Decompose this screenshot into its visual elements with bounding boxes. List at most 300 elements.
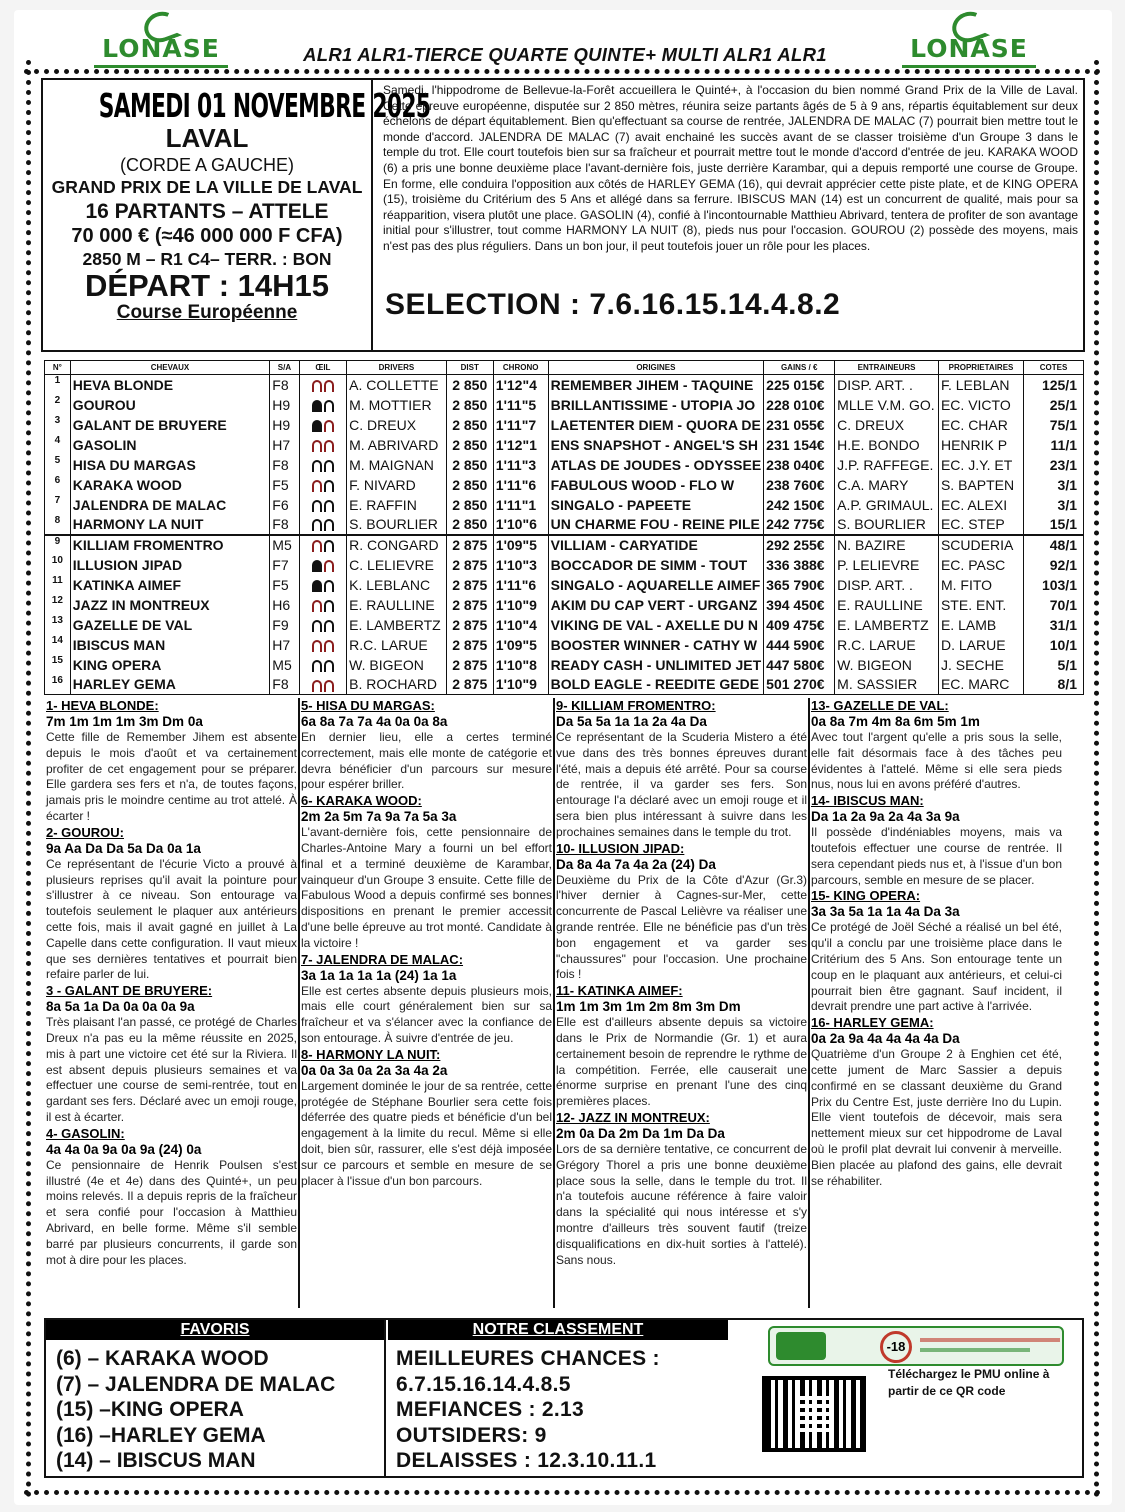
cell-cheval: GOUROU (70, 395, 270, 415)
cell-cote: 25/1 (1024, 395, 1084, 415)
cell-cote: 8/1 (1024, 675, 1084, 695)
race-type: Course Européenne (116, 302, 298, 323)
cell-entraineur: DISP. ART. . (835, 375, 939, 395)
cell-sa: F8 (270, 455, 299, 475)
cell-num: 16 (45, 675, 71, 695)
runner-row (45, 495, 1084, 515)
runner-row (45, 655, 1084, 675)
cell-dist: 2 850 (446, 515, 493, 535)
cell-dist: 2 875 (446, 575, 493, 595)
horseshoe-icon (312, 480, 322, 492)
cell-chrono: 1'09"5 (493, 535, 548, 555)
favorite-item: (14) – IBISCUS MAN (56, 1449, 256, 1472)
performances: 0a 8a 7m 4m 8a 6m 5m 1m (811, 714, 980, 729)
cell-num: 15 (45, 655, 71, 675)
cell-cheval: KARAKA WOOD (70, 475, 270, 495)
cell-num: 7 (45, 495, 71, 515)
cell-sa: H6 (270, 595, 299, 615)
cell-origines: ATLAS DE JOUDES - ODYSSEE (548, 455, 764, 475)
horseshoe-icon (312, 460, 322, 472)
horseshoe-icon (324, 400, 334, 412)
runner-row (45, 575, 1084, 595)
runner-row (45, 535, 1084, 555)
cell-proprietaire: EC. MARC (938, 675, 1023, 695)
right-perforation (1094, 60, 1099, 1498)
cell-chrono: 1'12"4 (493, 375, 548, 395)
cell-cote: 92/1 (1024, 555, 1084, 575)
cell-proprietaire: EC. VICTO (938, 395, 1023, 415)
comment-title: 7- JALENDRA DE MALAC: (301, 951, 464, 967)
comment-text: Ce pensionnaire de Henrik Poulsen s'est illustré (4e et 4e) dans des Quinté+, un peu moins relevés. Il a depuis repris de la fraîcheur et sera confié pour l'occasion à Matthieu Abrivard, en belle forme. Même s'il semble barré par plusieurs concurrents, il garde son mot à dire pour les places. (46, 1157, 297, 1267)
cell-gains: 242 775€ (764, 515, 835, 535)
race-city: LAVAL (165, 123, 249, 153)
cell-driver: E. LAMBERTZ (347, 615, 447, 635)
cell-cheval: HARLEY GEMA (70, 675, 270, 695)
cell-cote: 75/1 (1024, 415, 1084, 435)
performances: 7m 1m 1m 1m 3m Dm 0a (46, 714, 203, 729)
cell-cheval: ILLUSION JIPAD (70, 555, 270, 575)
cell-cheval: KATINKA AIMEF (70, 575, 270, 595)
column-header: CHEVAUX (70, 361, 270, 375)
cell-num: 4 (45, 435, 71, 455)
comment-title: 11- KATINKA AIMEF: (556, 983, 683, 999)
comment-text: Cette fille de Remember Jihem est absente depuis le mois d'août et va certainement profiter de cet engagement pour se préparer. Elle gardera ses fers et n'a, de toutes façons, jamais pris le moindre centime au trot attelé. À écarter ! (46, 730, 297, 823)
cell-driver: C. LELIEVRE (347, 555, 447, 575)
horseshoe-icon (312, 680, 322, 692)
pmu-responsible-gaming-banner (768, 1326, 1064, 1366)
cell-chrono: 1'10"8 (493, 655, 548, 675)
cell-entraineur: C.A. MARY (835, 475, 939, 495)
performances: 4a 4a 0a 9a 0a 9a (24) 0a (46, 1141, 202, 1157)
cell-cheval: HARMONY LA NUIT (70, 515, 270, 535)
distance-terrain: 2850 M – R1 C4– TERR. : BON (82, 249, 332, 269)
horseshoe-icons (299, 515, 347, 535)
delaisses: DELAISSES : 12.3.10.11.1 (396, 1449, 657, 1472)
column-header: ENTRAINEURS (835, 361, 939, 375)
horseshoe-icon (312, 620, 322, 632)
performances: 1m 1m 3m 1m 2m 8m 3m Dm (556, 999, 741, 1015)
cell-num: 14 (45, 635, 71, 655)
cell-driver: A. COLLETTE (347, 375, 447, 395)
cell-proprietaire: EC. J.Y. ET (938, 455, 1023, 475)
runner-row (45, 675, 1084, 695)
horseshoe-icon (312, 660, 322, 672)
runner-row (45, 455, 1084, 475)
horseshoe-icon (324, 600, 334, 612)
comment-text: Elle est certes absente depuis plusieurs mois, mais elle court généralement bien sur sa fraîcheur et va s'élancer avec la confiance de son entourage. À suivre d'entrée de jeu. (301, 983, 552, 1045)
left-perforation (26, 60, 31, 1498)
cell-chrono: 1'11"6 (493, 475, 548, 495)
bet-types-headline: ALR1 ALR1-TIERCE QUARTE QUINTE+ MULTI ALR1 ALR1 (303, 44, 827, 65)
cell-driver: W. BIGEON (347, 655, 447, 675)
cell-sa: F8 (270, 515, 299, 535)
cell-cote: 11/1 (1024, 435, 1084, 455)
cell-cote: 103/1 (1024, 575, 1084, 595)
horseshoe-icon (324, 480, 334, 492)
comment-text: Avec tout l'argent qu'elle a pris sous la selle, elle fait désormais face à des tâches peu évidentes à l'attelé. Même si elle sera pieds nus, nous lui en avons préféré d'autres. (811, 730, 1062, 792)
cell-origines: ENS SNAPSHOT - ANGEL'S SH (548, 435, 764, 455)
cell-cheval: HISA DU MARGAS (70, 455, 270, 475)
cell-proprietaire: D. LARUE (938, 635, 1023, 655)
cell-chrono: 1'09"5 (493, 635, 548, 655)
horseshoe-icon (324, 440, 334, 452)
comment-title: 4- GASOLIN: (46, 1125, 125, 1141)
cell-sa: H9 (270, 395, 299, 415)
prize-money: 70 000 € (≈46 000 000 F CFA) (71, 225, 343, 247)
column-header: CHRONO (493, 361, 548, 375)
cell-chrono: 1'10"3 (493, 555, 548, 575)
horseshoe-icons (299, 375, 347, 395)
cell-cote: 5/1 (1024, 655, 1084, 675)
comment-text: Largement dominée le jour de sa rentrée, cette protégée de Stéphane Bourlier sera cette fois déferrée des quatre pieds et bénéficie d'un bel engagement à la limite du recul. Même si elle doit, bien sûr, rassurer, elle s'est déjà imposée sur ce parcours et semble en mesure de se placer à l'issue d'un bon parcours. (301, 1078, 552, 1188)
horseshoe-icon (312, 400, 322, 412)
horseshoe-icon (324, 519, 334, 531)
cell-gains: 394 450€ (764, 595, 835, 615)
horseshoe-icon (324, 660, 334, 672)
comment-title: 10- ILLUSION JIPAD: (556, 840, 685, 856)
cell-dist: 2 850 (446, 395, 493, 415)
cell-origines: VIKING DE VAL - AXELLE DU N (548, 615, 764, 635)
cell-dist: 2 875 (446, 595, 493, 615)
cell-entraineur: P. LELIEVRE (835, 555, 939, 575)
cell-cheval: JAZZ IN MONTREUX (70, 595, 270, 615)
performances: 3a 3a 5a 1a 1a 4a Da 3a (811, 904, 960, 920)
cell-cote: 70/1 (1024, 595, 1084, 615)
cell-dist: 2 850 (446, 495, 493, 515)
horseshoe-icons (299, 475, 347, 495)
horseshoe-icon (324, 500, 334, 512)
cell-driver: B. ROCHARD (347, 675, 447, 695)
comment-title: 12- JAZZ IN MONTREUX: (556, 1109, 710, 1125)
horseshoe-icon (324, 460, 334, 472)
ranking-panel (388, 1320, 756, 1476)
horseshoe-icon (324, 420, 334, 432)
mefiances: MEFIANCES : 2.13 (396, 1398, 585, 1421)
cell-sa: H7 (270, 635, 299, 655)
horseshoe-icon (312, 600, 322, 612)
cell-dist: 2 875 (446, 535, 493, 555)
cell-gains: 225 015€ (764, 375, 835, 395)
comment-text: Il possède d'indéniables moyens, mais va toutefois effectuer une course de rentrée. Il sera cependant pieds nus et, à l'issue d'un bon parcours, semble en mesure de se placer. (811, 825, 1062, 887)
pmu-logo-icon (776, 1332, 826, 1360)
horseshoe-icons (299, 655, 347, 675)
cell-entraineur: R.C. LARUE (835, 635, 939, 655)
cell-cheval: KING OPERA (70, 655, 270, 675)
comment-text: Ce protégé de Joël Séché a réalisé un bel été, qu'il a conclu par une troisième place dans le Critérium des 5 Ans. Son entourage tente un coup en le plaquant aux antérieurs, et celui-ci pourrait bien être gagnant. Sauf incident, il devrait prendre une part active à l'arrivée. (811, 920, 1062, 1014)
cell-proprietaire: STE. ENT. (938, 595, 1023, 615)
race-date: SAMEDI 01 NOVEMBRE 2025 (98, 86, 431, 125)
cell-sa: F9 (270, 615, 299, 635)
horseshoe-icon (324, 380, 334, 392)
cell-entraineur: J.P. RAFFEGE. (835, 455, 939, 475)
best-chances-value: 6.7.15.16.14.4.8.5 (396, 1372, 571, 1396)
cell-origines: READY CASH - UNLIMITED JET (548, 655, 764, 675)
cell-chrono: 1'10"6 (493, 515, 548, 535)
horseshoe-icon (312, 420, 322, 432)
cell-sa: M5 (270, 535, 299, 555)
horseshoe-icon (324, 620, 334, 632)
comment-text: L'avant-dernière fois, cette pensionnaire de Charles-Antoine Mary a fourni un bel effort final et a terminé deuxième de Karambar, vainqueur d'un Groupe 3 ensuite. Cette fille de Fabulous Wood a depuis confirmé ses bonnes dispositions en prenant le premier accessit d'une belle épreuve au trot monté. Candidate à la victoire ! (301, 825, 552, 950)
cell-chrono: 1'12"1 (493, 435, 548, 455)
runners-table (44, 360, 1084, 695)
cell-sa: F5 (270, 575, 299, 595)
horseshoe-icons (299, 415, 347, 435)
cell-cote: 48/1 (1024, 535, 1084, 555)
cell-driver: R.C. LARUE (347, 635, 447, 655)
performances: Da 8a 4a 7a 4a 2a (24) Da (556, 856, 716, 872)
logo-text: LONASE (102, 34, 220, 63)
cell-gains: 231 055€ (764, 415, 835, 435)
cell-sa: H9 (270, 415, 299, 435)
cell-proprietaire: M. FITO (938, 575, 1023, 595)
cell-driver: M. MAIGNAN (347, 455, 447, 475)
cell-origines: AKIM DU CAP VERT - URGANZ (548, 595, 764, 615)
runner-row (45, 375, 1084, 395)
horseshoe-icons (299, 435, 347, 455)
horseshoe-icons (299, 675, 347, 695)
cell-cheval: HEVA BLONDE (70, 375, 270, 395)
cell-origines: SINGALO - AQUARELLE AIMEF (548, 575, 764, 595)
cell-proprietaire: S. BAPTEN (938, 475, 1023, 495)
favorites-title: FAVORIS (46, 1320, 384, 1340)
cell-gains: 336 388€ (764, 555, 835, 575)
performances: 2m 2a 5m 7a 9a 7a 5a 3a (301, 809, 457, 825)
cell-entraineur: H.E. BONDO (835, 435, 939, 455)
horseshoe-icon (312, 500, 322, 512)
column-header: PROPRIETAIRES (938, 361, 1023, 375)
cell-proprietaire: EC. STEP (938, 515, 1023, 535)
cell-cheval: KILLIAM FROMENTRO (70, 535, 270, 555)
rope-side: (CORDE A GAUCHE) (119, 155, 295, 175)
column-header: S/A (270, 361, 299, 375)
cell-proprietaire: EC. CHAR (938, 415, 1023, 435)
cell-chrono: 1'11"6 (493, 575, 548, 595)
cell-num: 2 (45, 395, 71, 415)
cell-proprietaire: EC. ALEXI (938, 495, 1023, 515)
column-header: ORIGINES (548, 361, 764, 375)
runner-row (45, 415, 1084, 435)
favorites-list (46, 1346, 384, 1474)
cell-origines: BOOSTER WINNER - CATHY W (548, 635, 764, 655)
cell-entraineur: M. SASSIER (835, 675, 939, 695)
comment-text: Deuxième du Prix de la Côte d'Azur (Gr.3) l'hiver dernier à Cagnes-sur-Mer, cette concurrente de Pascal Lelièvre va réaliser une grande rentrée. Elle ne bénéficie pas d'un très bon engagement et va garder ses "chaussures" pour l'occasion. Une prochaine fois ! (556, 872, 807, 982)
favorites-panel (46, 1320, 386, 1476)
horse-comments (44, 698, 1081, 1308)
cell-proprietaire: F. LEBLAN (938, 375, 1023, 395)
cell-proprietaire: EC. PASC (938, 555, 1023, 575)
cell-proprietaire: J. SECHE (938, 655, 1023, 675)
performances: Da 5a 5a 1a 1a 2a 4a Da (556, 714, 707, 729)
horseshoe-icons (299, 555, 347, 575)
cell-num: 8 (45, 515, 71, 535)
comment-title: 14- IBISCUS MAN: (811, 793, 924, 809)
cell-sa: F8 (270, 375, 299, 395)
performances: 0a 0a 3a 0a 2a 3a 4a 2a (301, 1062, 448, 1078)
cell-cote: 15/1 (1024, 515, 1084, 535)
cell-origines: SINGALO - PAPEETE (548, 495, 764, 515)
cell-dist: 2 875 (446, 635, 493, 655)
race-info-box (41, 78, 1085, 352)
horseshoe-icons (299, 495, 347, 515)
bottom-perforation (24, 1490, 1101, 1495)
cell-entraineur: N. BAZIRE (835, 535, 939, 555)
performances: 3a 1a 1a 1a 1a (24) 1a 1a (301, 967, 457, 983)
runner-row (45, 435, 1084, 455)
age-18-icon: -18 (880, 1331, 912, 1363)
cell-sa: H7 (270, 435, 299, 455)
cell-gains: 242 150€ (764, 495, 835, 515)
performances: Da 1a 2a 9a 2a 4a 3a 9a (811, 809, 960, 825)
horseshoe-icon (324, 540, 334, 552)
cell-entraineur: MLLE V.M. GO. (835, 395, 939, 415)
race-details (43, 80, 431, 350)
horseshoe-icons (299, 455, 347, 475)
cell-cheval: IBISCUS MAN (70, 635, 270, 655)
cell-num: 9 (45, 535, 71, 555)
comment-title: 1- HEVA BLONDE: (46, 698, 159, 713)
cell-proprietaire: E. LAMB (938, 615, 1023, 635)
horseshoe-icon (312, 519, 322, 531)
cell-driver: E. RAFFIN (347, 495, 447, 515)
runner-row (45, 555, 1084, 575)
horseshoe-icon (312, 640, 322, 652)
ranking-list (388, 1346, 748, 1474)
cell-chrono: 1'11"3 (493, 455, 548, 475)
cell-num: 3 (45, 415, 71, 435)
cell-entraineur: A.P. GRIMAUL. (835, 495, 939, 515)
cell-chrono: 1'10"9 (493, 595, 548, 615)
comment-text: Très plaisant l'an passé, ce protégé de Charles Dreux n'a pas eu la même réussite en 2025, mis à part une victoire cet été sur la Riviera. Il est absent depuis plusieurs semaines et va effectuer une course de semi-rentrée, tout en gardant ses fers. Déclaré avec un emoji rouge, il est à écarter. (46, 1015, 297, 1124)
best-chances-label: MEILLEURES CHANCES : (396, 1347, 660, 1370)
cell-dist: 2 875 (446, 615, 493, 635)
cell-origines: FABULOUS WOOD - FLO W (548, 475, 764, 495)
comment-column-3 (556, 698, 807, 1308)
cell-chrono: 1'10"9 (493, 675, 548, 695)
comment-title: 5- HISA DU MARGAS: (301, 698, 435, 713)
runner-row (45, 395, 1084, 415)
comment-column-1 (46, 698, 297, 1308)
cell-chrono: 1'11"7 (493, 415, 548, 435)
cell-cote: 125/1 (1024, 375, 1084, 395)
cell-num: 11 (45, 575, 71, 595)
cell-entraineur: DISP. ART. . (835, 575, 939, 595)
cell-cheval: JALENDRA DE MALAC (70, 495, 270, 515)
cell-origines: BRILLANTISSIME - UTOPIA JO (548, 395, 764, 415)
cell-entraineur: W. BIGEON (835, 655, 939, 675)
qr-code[interactable] (762, 1376, 866, 1452)
horseshoe-icon (312, 380, 322, 392)
comment-text: Elle est d'ailleurs absente depuis sa victoire dans le Prix de Normandie (Gr. 1) et aura certainement besoin de reprendre le rythme de la compétition. Ferrée, elle causerait une énorme surprise en prenant l'une des cinq premières places. (556, 1015, 807, 1109)
cell-cote: 3/1 (1024, 475, 1084, 495)
cell-driver: M. MOTTIER (347, 395, 447, 415)
cell-driver: M. ABRIVARD (347, 435, 447, 455)
cell-dist: 2 875 (446, 555, 493, 575)
performances: 2m 0a Da 2m Da 1m Da Da (556, 1125, 725, 1141)
column-header: N° (45, 361, 71, 375)
cell-num: 1 (45, 375, 71, 395)
horseshoe-icon (324, 680, 334, 692)
start-time: DÉPART : 14H15 (84, 268, 330, 303)
cell-cheval: GALANT DE BRUYERE (70, 415, 270, 435)
selection: SELECTION : 7.6.16.15.14.4.8.2 (385, 288, 841, 321)
cell-driver: R. CONGARD (347, 535, 447, 555)
race-preview-text: Samedi, l'hippodrome de Bellevue-la-Forêt accueillera le Quinté+, à l'occasion du bien nommé Grand Prix de la Ville de Laval. Cette épreuve européenne, disputée sur 2 850 mètres, réunira seize partants âgés de 5 à 9 ans, répartis équitablement sur deux échelons de départ équitablement. Bien qu'effectuant sa course de rentrée, JALENDRA DE MALAC (7) pourrait bien mettre tout le monde d'accord. JALENDRA DE MALAC (7) avait enchainé les succès avant de se classer troisième d'un Groupe 3 dans le temple du trot. Elle court toutefois bien sur sa fraîcheur et pourrait mettre tout le monde d'accord d'entrée de jeu. KARAKA WOOD (6) a pris une bonne deuxième place l'avant-dernière fois, juste derrière Karambar, qui a depuis remporté une course de Groupe. En forme, elle conduira l'opposition aux côtés de HARLEY GEMA (16), qui devrait apprécier cette piste plate, et de KING OPERA (15), troisième du Critérium des 5 Ans et allégé dans sa ferrure. IBISCUS MAN (14) est un concurrent de qualité, mais pour sa réapparition, visera plutôt une place. GASOLIN (4), confié à l'incontournable Matthieu Abrivard, tentera de profiter de son avantage initial pour s'illustrer, tout comme HARMONY LA NUIT (8), pieds nus pour l'occasion. GOUROU (2) possède des moyens, mais n'est pas des plus réguliers. Dans un bon jour, il peut toutefois jouer un rôle pour les places. (383, 83, 1078, 253)
table-body (45, 375, 1084, 695)
cell-origines: LAETENTER DIEM - QUORA DE (548, 415, 764, 435)
cell-num: 10 (45, 555, 71, 575)
comment-text: Quatrième d'un Groupe 2 à Enghien cet été, cette jument de Marc Sassier a depuis confirmé en se classant deuxième du Grand Prix du Centre Est, juste derrière Ino du Lupin. Elle vient toutefois de décevoir, mais sera nettement mieux sur cet hippodrome de Laval où le profil plat devrait lui convenir à merveille. Bien placée au plafond des gains, elle devrait se réhabiliter. (811, 1047, 1062, 1188)
ranking-title: NOTRE CLASSEMENT (388, 1320, 728, 1340)
cell-chrono: 1'11"1 (493, 495, 548, 515)
runner-row (45, 615, 1084, 635)
cell-driver: S. BOURLIER (347, 515, 447, 535)
favorite-item: (6) – KARAKA WOOD (56, 1347, 269, 1370)
cell-entraineur: E. RAULLINE (835, 595, 939, 615)
top-perforation (24, 69, 1101, 74)
comment-title: 9- KILLIAM FROMENTRO: (556, 698, 716, 713)
cell-entraineur: S. BOURLIER (835, 515, 939, 535)
runner-row (45, 515, 1084, 535)
performances: 9a Aa Da Da 5a Da 0a 1a (46, 840, 201, 856)
horseshoe-icon (312, 580, 322, 592)
cell-num: 13 (45, 615, 71, 635)
cell-dist: 2 850 (446, 475, 493, 495)
cell-num: 5 (45, 455, 71, 475)
qr-code-caption: Téléchargez le PMU online à partir de ce QR code (888, 1367, 1050, 1398)
cell-driver: C. DREUX (347, 415, 447, 435)
cell-origines: VILLIAM - CARYATIDE (548, 535, 764, 555)
column-header: COTES (1024, 361, 1084, 375)
horseshoe-icon (312, 560, 322, 572)
cell-driver: F. NIVARD (347, 475, 447, 495)
cell-cheval: GAZELLE DE VAL (70, 615, 270, 635)
comment-title: 16- HARLEY GEMA: (811, 1015, 934, 1031)
comment-text: En dernier lieu, elle a certes terminé correctement, mais elle monte de catégorie et devra bénéficier d'un parcours sur mesure pour espérer briller. (301, 730, 552, 792)
summary-box (44, 1318, 1084, 1478)
cell-proprietaire: SCUDERIA (938, 535, 1023, 555)
comment-title: 8- HARMONY LA NUIT: (301, 1046, 441, 1062)
runners-count: 16 PARTANTS – ATTELE (85, 200, 329, 223)
comment-title: 15- KING OPERA: (811, 888, 921, 904)
comment-column-4 (811, 698, 1062, 1308)
horseshoe-icon (324, 640, 334, 652)
cell-dist: 2 850 (446, 455, 493, 475)
cell-gains: 501 270€ (764, 675, 835, 695)
logo-text: LONASE (910, 34, 1028, 63)
favorite-item: (16) –HARLEY GEMA (56, 1423, 266, 1447)
cell-gains: 447 580€ (764, 655, 835, 675)
cell-cheval: GASOLIN (70, 435, 270, 455)
column-header: DIST (446, 361, 493, 375)
cell-sa: F8 (270, 675, 299, 695)
comment-text: Lors de sa dernière tentative, ce concurrent de Grégory Thorel a pris une bonne deuxième place sous la selle, dans le temple du trot. Il n'a toutefois aucune référence à faire valoir dans la spécialité qui nous intéresse et s'y montre d'ailleurs très souvent fautif (treize disqualifications en dix-huit sorties à l'attelé). Sans nous. (556, 1141, 807, 1267)
horseshoe-icons (299, 575, 347, 595)
performances: 0a 2a 9a 4a 4a 4a 4a Da (811, 1031, 960, 1047)
race-name: GRAND PRIX DE LA VILLE DE LAVAL (51, 177, 363, 197)
cell-dist: 2 850 (446, 375, 493, 395)
comment-column-2 (301, 698, 552, 1308)
cell-cote: 10/1 (1024, 635, 1084, 655)
cell-gains: 365 790€ (764, 575, 835, 595)
cell-gains: 231 154€ (764, 435, 835, 455)
favorite-item: (7) – JALENDRA DE MALAC (56, 1372, 336, 1396)
performances: 8a 5a 1a Da 0a 0a 0a 9a (46, 999, 195, 1015)
performances: 6a 8a 7a 7a 4a 0a 0a 8a (301, 714, 448, 729)
lonase-logo-left (86, 18, 236, 63)
cell-origines: UN CHARME FOU - REINE PILE (548, 515, 764, 535)
runner-row (45, 595, 1084, 615)
horseshoe-icons (299, 615, 347, 635)
